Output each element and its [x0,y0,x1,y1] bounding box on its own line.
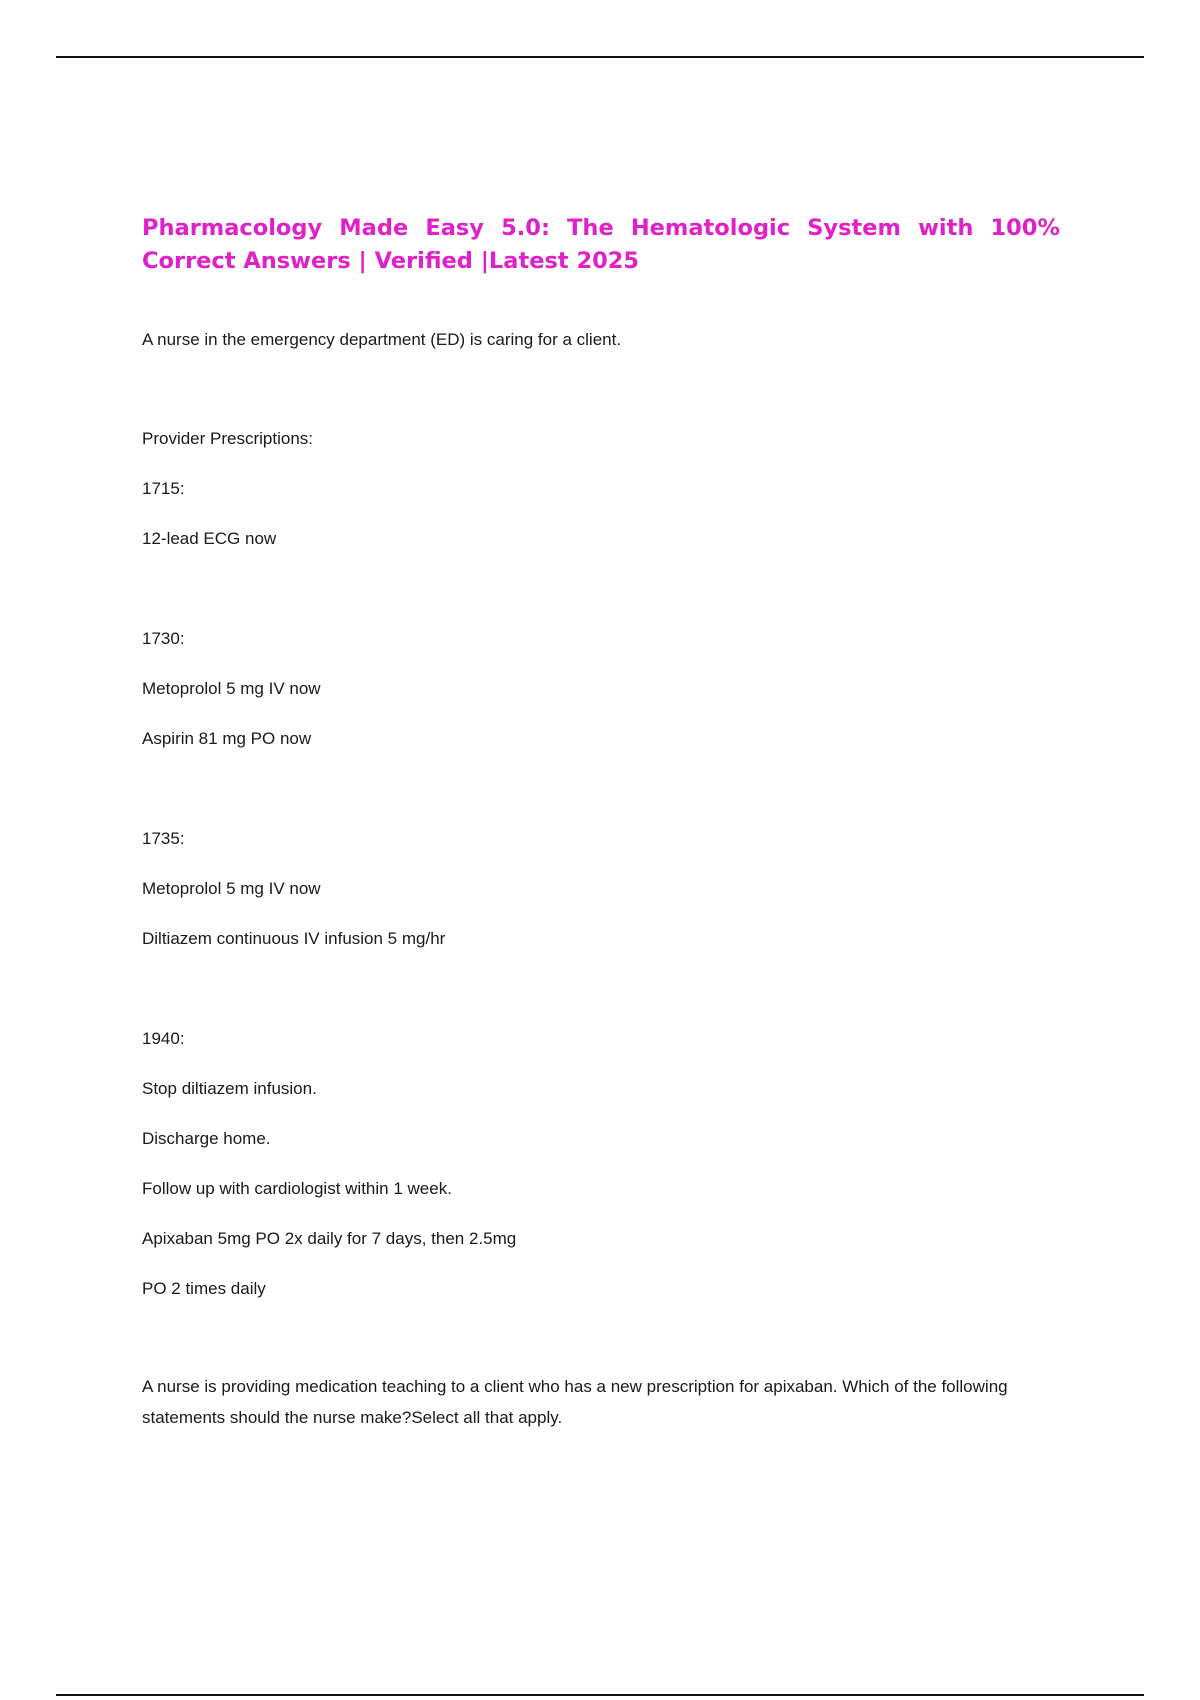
order-item: Metoprolol 5 mg IV now [142,679,321,698]
question-text: A nurse is providing medication teaching to a client who has a new prescription for apixaban. Which of the following statements should the nurse make?Select all that apply. [142,1377,1008,1427]
order-item: Discharge home. [142,1129,271,1148]
order-time-1940: 1940: [142,1029,185,1048]
order-item: Diltiazem continuous IV infusion 5 mg/hr [142,929,446,948]
order-time-1715: 1715: [142,479,185,498]
intro-text: A nurse in the emergency department (ED) is caring for a client. [142,330,622,349]
order-item: Stop diltiazem infusion. [142,1079,317,1098]
document-title: Pharmacology Made Easy 5.0: The Hematologic System with 100% Correct Answers | Verified |Latest 2025 [142,215,1060,274]
order-time-1735: 1735: [142,829,185,848]
order-item: 12-lead ECG now [142,529,277,548]
order-time-1730: 1730: [142,629,185,648]
order-item: Aspirin 81 mg PO now [142,729,312,748]
prescriptions-heading: Provider Prescriptions: [142,429,314,448]
order-item: Metoprolol 5 mg IV now [142,879,321,898]
document-body [142,212,1060,1433]
footer-rule [56,1694,1144,1696]
order-item: PO 2 times daily [142,1279,266,1298]
header-rule [56,56,1144,58]
order-item: Apixaban 5mg PO 2x daily for 7 days, then 2.5mg [142,1229,517,1248]
order-item: Follow up with cardiologist within 1 week. [142,1179,452,1198]
